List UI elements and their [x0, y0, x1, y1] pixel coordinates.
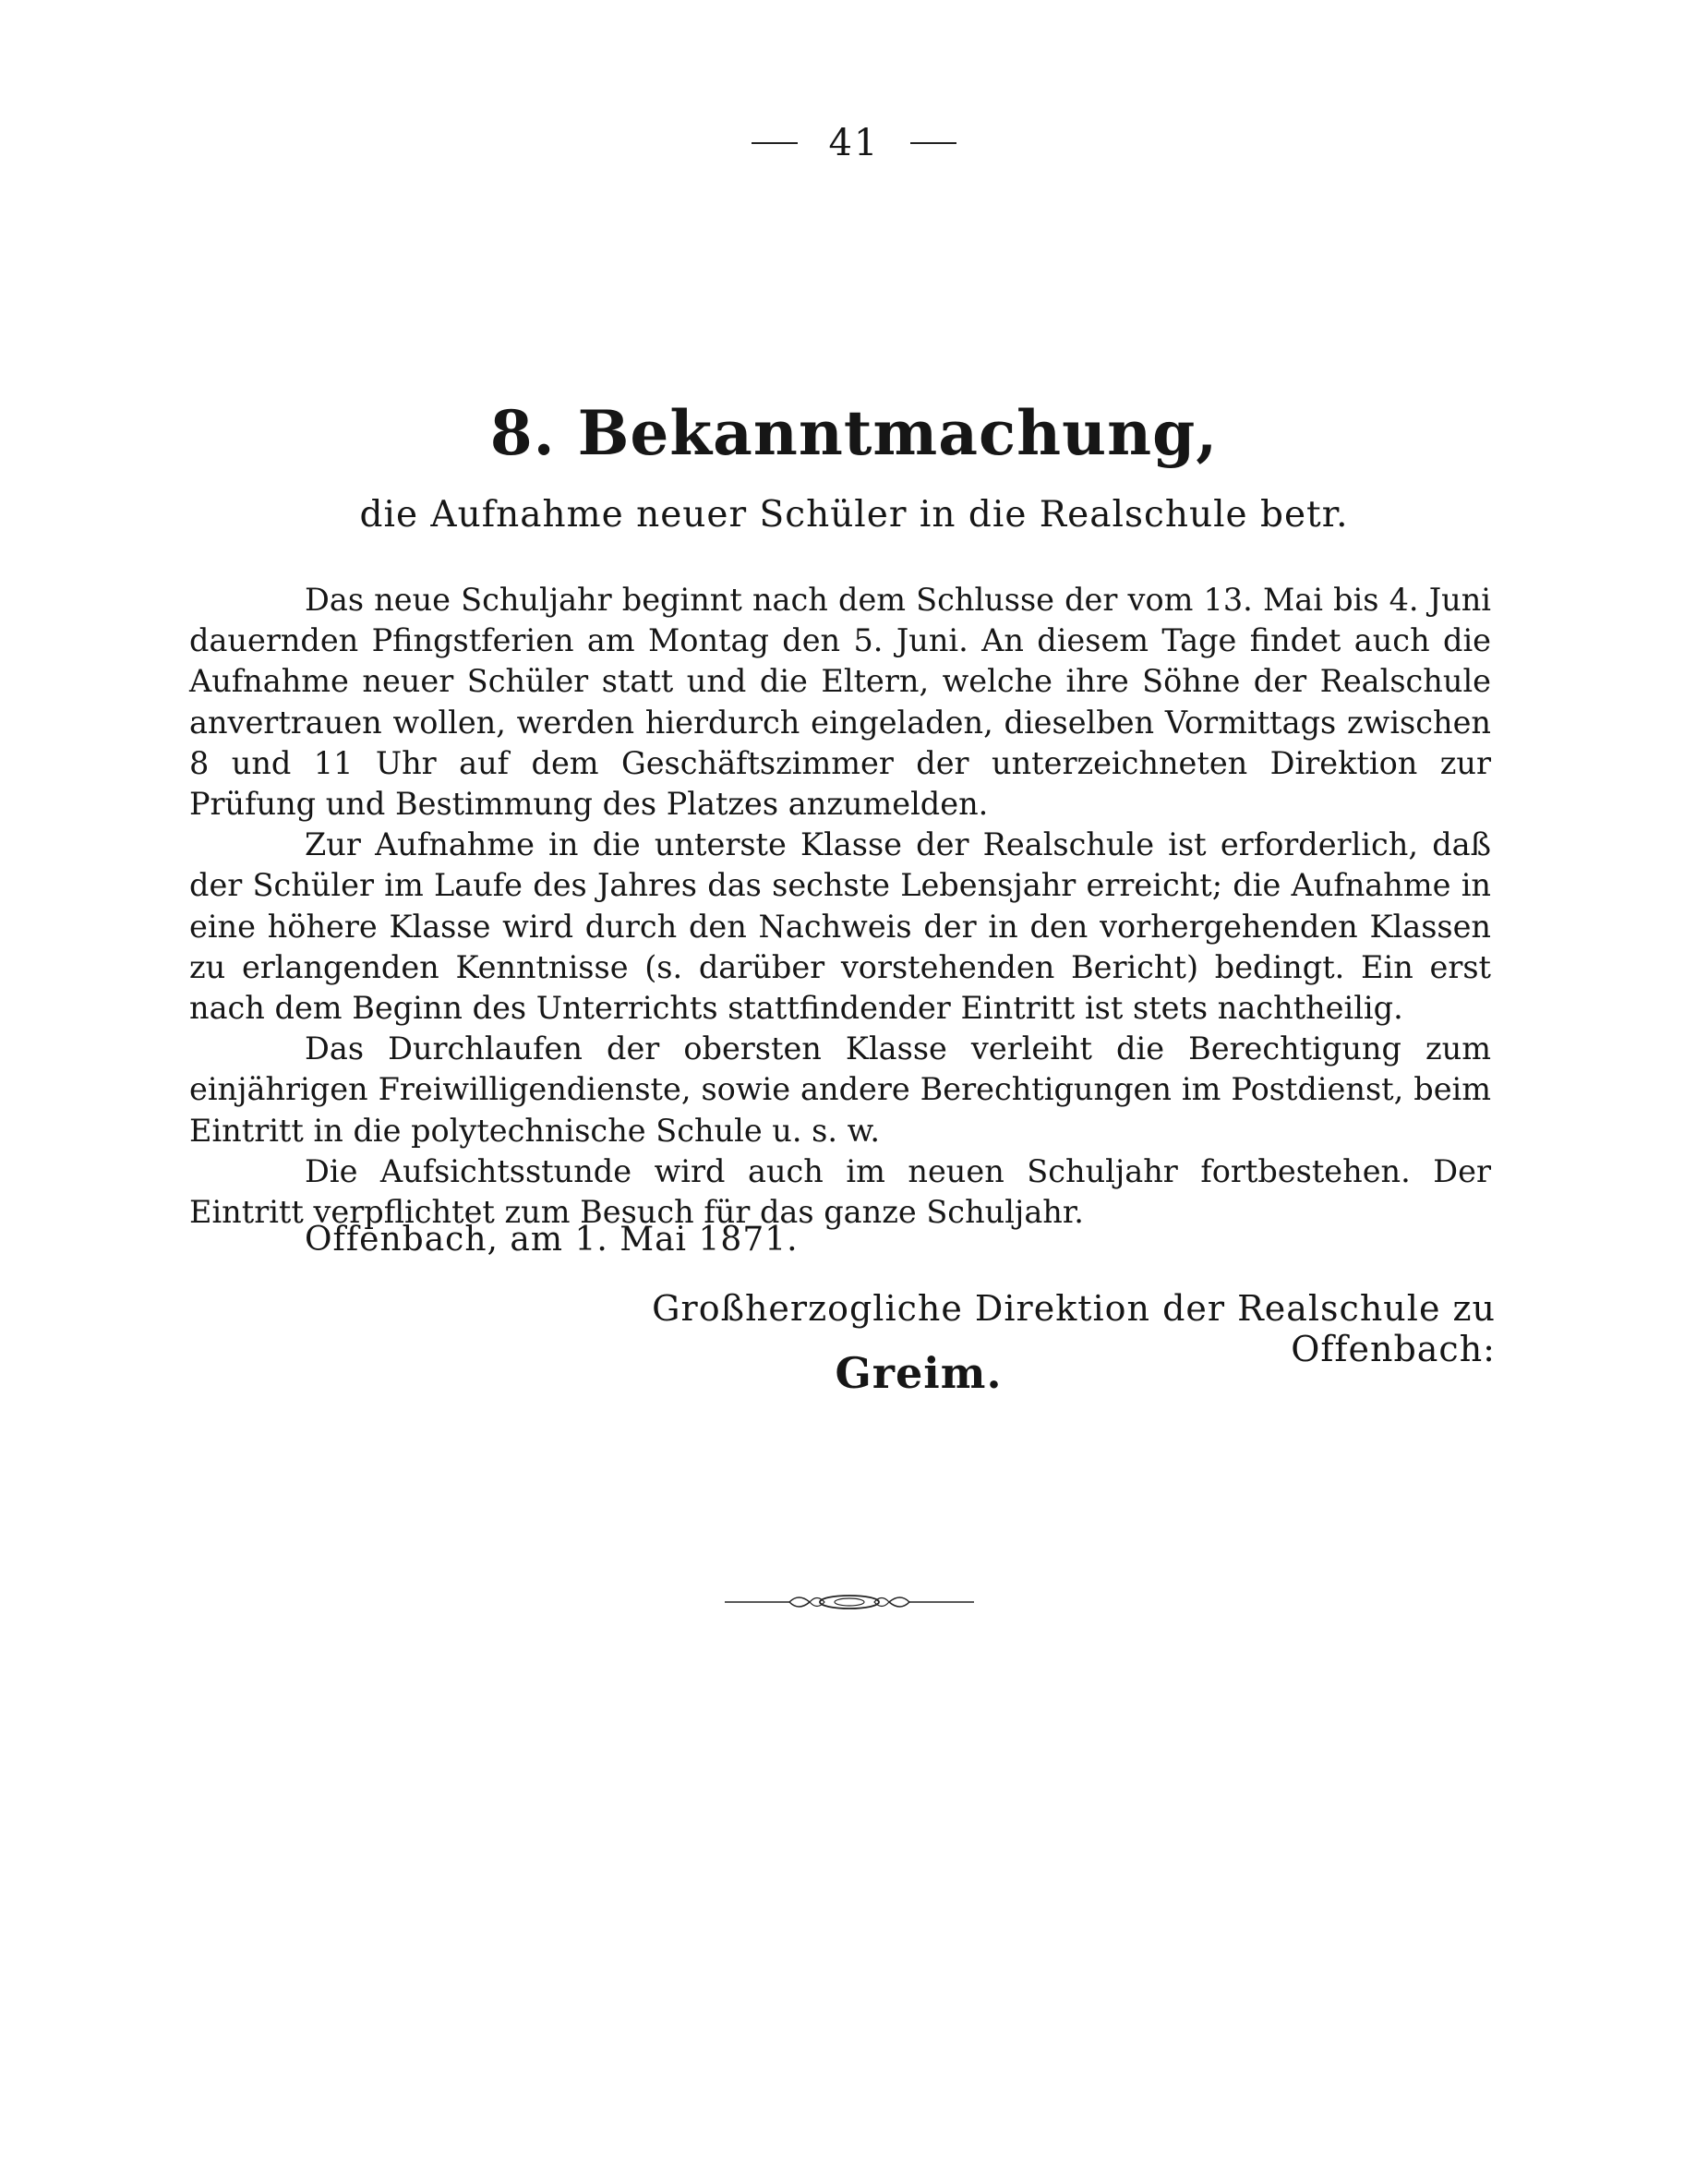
paragraph-supervision-hour: Die Aufsichtsstunde wird auch im neuen Schuljahr fortbestehen. Der Eintritt verpflichtet zum Besuch für das ganze Schuljahr. — [189, 1152, 1491, 1231]
announcement-title: 8. Bekanntmachung, — [489, 397, 1219, 469]
announcement-subtitle: die Aufnahme neuer Schüler in die Realschule betr. — [359, 494, 1349, 536]
ornament-divider-icon — [725, 1588, 974, 1616]
dateline: Offenbach, am 1. Mai 1871. — [305, 1221, 799, 1259]
page-number-left-dash — [752, 142, 798, 144]
page-number-right-dash — [910, 142, 956, 144]
paragraph-enrollment: Das neue Schuljahr beginnt nach dem Schlusse der vom 13. Mai bis 4. Juni dauernden Pfingstferien am Montag den 5. Juni. An diesem Tage findet auch die Aufnahme neuer Schüler statt und die Eltern, welche ihre Söhne der Realschule anvertrauen wollen, werden hierdurch eingeladen, dieselben Vormittags zwischen 8 und 11 Uhr auf dem Geschäftszimmer der unterzeichneten Direktion zur Prüfung und Bestimmung des Platzes anzumelden. — [189, 582, 1491, 823]
page-number — [0, 122, 1708, 164]
paragraph-entitlements: Das Durchlaufen der obersten Klasse verleiht die Berechtigung zum einjährigen Freiwilligendienste, sowie andere Berechtigungen im Postdienst, beim Eintritt in die polytechnische Schule u. s. w. — [189, 1030, 1491, 1149]
issuing-authority: Großherzogliche Direktion der Realschule zu Offenbach: — [652, 1288, 1496, 1369]
paragraph-admission-requirements: Zur Aufnahme in die unterste Klasse der Realschule ist erforderlich, daß der Schüler im Laufe des Jahres das sechste Lebensjahr erreicht; die Aufnahme in eine höhere Klasse wird durch den Nachweis der in den vorhergehenden Klassen zu erlangenden Kenntnisse (s. darüber vorstehenden Bericht) bedingt. Ein erst nach dem Beginn des Unterrichts stattfindender Eintritt ist stets nachtheilig. — [189, 826, 1491, 1027]
page-number-value: 41 — [828, 122, 880, 164]
announcement-body — [189, 580, 1491, 1233]
signature: Greim. — [835, 1348, 1003, 1398]
